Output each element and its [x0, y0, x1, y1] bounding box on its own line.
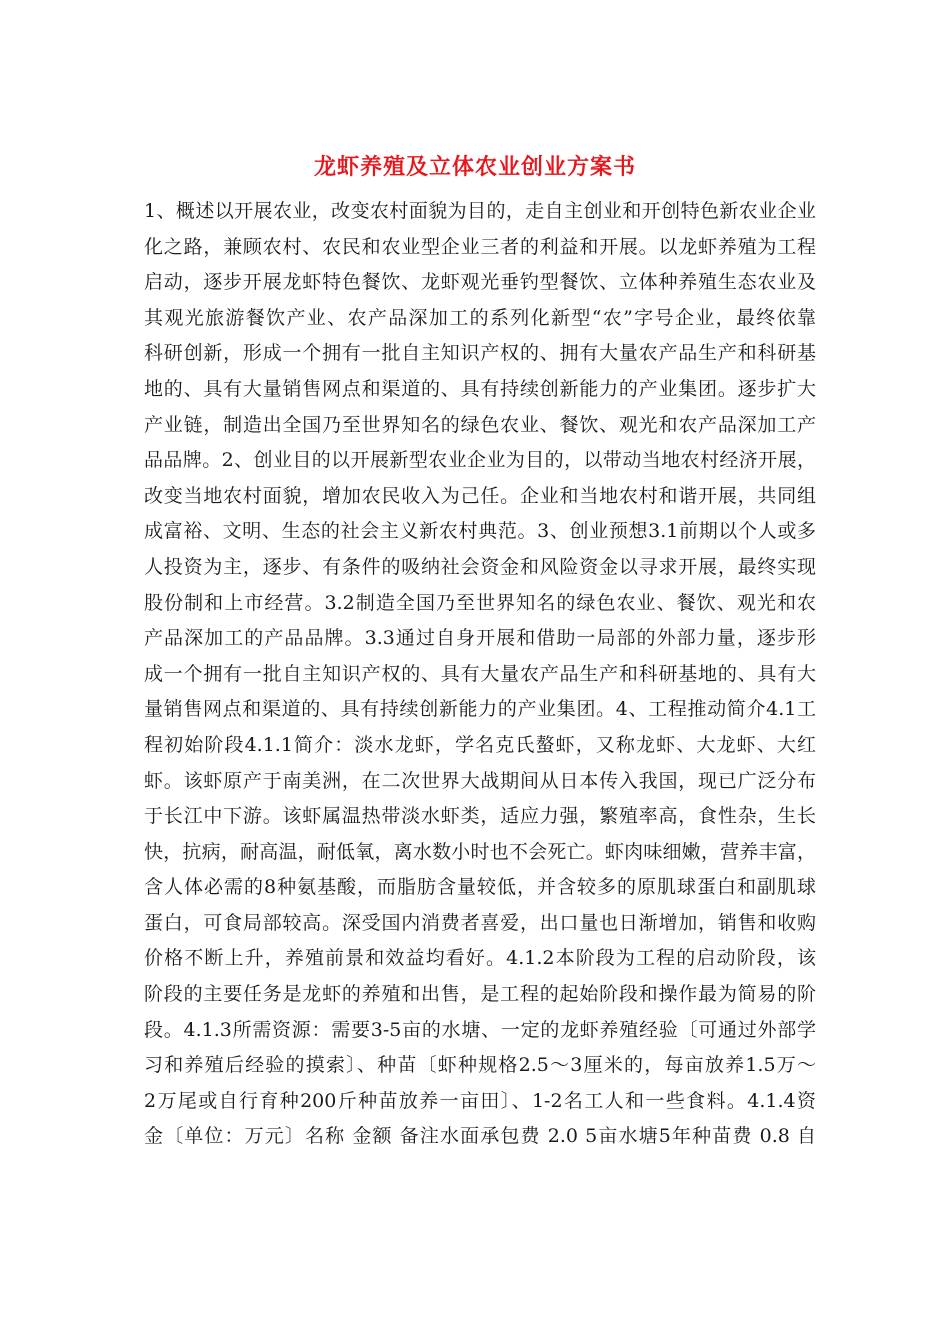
paragraph-line: 2万尾或自行育种200斤种苗放养一亩田〕、1-2名工人和一些食料。4.1.4资 — [144, 1089, 816, 1112]
paragraph-line: 虾。该虾原产于南美洲，在二次世界大战期间从日本传入我国，现已广泛分布 — [144, 769, 816, 792]
paragraph-line: 产业链，制造出全国乃至世界知名的绿色农业、餐饮、观光和农产品深加工产 — [144, 413, 816, 436]
paragraph-line: 股份制和上市经营。3.2制造全国乃至世界知名的绿色农业、餐饮、观光和农 — [144, 591, 816, 614]
paragraph-line: 成一个拥有一批自主知识产权的、具有大量农产品生产和科研基地的、具有大 — [144, 662, 816, 685]
document-body — [144, 194, 816, 1155]
paragraph-line: 启动，逐步开展龙虾特色餐饮、龙虾观光垂钓型餐饮、立体种养殖生态农业及 — [144, 271, 816, 294]
paragraph-line: 金〔单位：万元〕名称 金额 备注水面承包费 2.0 5亩水塘5年种苗费 0.8 自 — [144, 1125, 816, 1148]
paragraph-line: 其观光旅游餐饮产业、农产品深加工的系列化新型“农”字号企业，最终依靠 — [144, 306, 816, 329]
document-title: 龙虾养殖及立体农业创业方案书 — [313, 155, 636, 180]
paragraph-line: 地的、具有大量销售网点和渠道的、具有持续创新能力的产业集团。逐步扩大 — [144, 377, 816, 400]
paragraph-line: 品品牌。2、创业目的以开展新型农业企业为目的，以带动当地农村经济开展， — [144, 449, 816, 472]
paragraph-line: 含人体必需的8种氨基酸，而脂肪含量较低，并含较多的原肌球蛋白和副肌球 — [144, 876, 816, 899]
paragraph-line: 成富裕、文明、生态的社会主义新农村典范。3、创业预想3.1前期以个人或多 — [144, 520, 816, 543]
paragraph-line: 化之路，兼顾农村、农民和农业型企业三者的利益和开展。以龙虾养殖为工程 — [144, 235, 816, 258]
paragraph-line: 蛋白，可食局部较高。深受国内消费者喜爱，出口量也日渐增加，销售和收购 — [144, 911, 816, 934]
paragraph-line: 产品深加工的产品品牌。3.3通过自身开展和借助一局部的外部力量，逐步形 — [144, 627, 816, 650]
paragraph-line: 1、概述以开展农业，改变农村面貌为目的，走自主创业和开创特色新农业企业 — [144, 200, 816, 222]
paragraph-line: 习和养殖后经验的摸索〕、种苗〔虾种规格2.5～3厘米的，每亩放养1.5万～ — [144, 1054, 816, 1077]
paragraph-line: 段。4.1.3所需资源：需要3-5亩的水塘、一定的龙虾养殖经验〔可通过外部学 — [144, 1018, 816, 1041]
paragraph-line: 阶段的主要任务是龙虾的养殖和出售，是工程的起始阶段和操作最为简易的阶 — [144, 983, 816, 1006]
paragraph-line: 人投资为主，逐步、有条件的吸纳社会资金和风险资金以寻求开展，最终实现 — [144, 555, 816, 578]
paragraph-line: 价格不断上升，养殖前景和效益均看好。4.1.2本阶段为工程的启动阶段，该 — [144, 947, 816, 970]
paragraph-line: 程初始阶段4.1.1简介：淡水龙虾，学名克氏螯虾，又称龙虾、大龙虾、大红 — [144, 733, 816, 756]
paragraph-line: 快，抗病，耐高温，耐低氧，离水数小时也不会死亡。虾肉味细嫩，营养丰富， — [144, 840, 816, 863]
paragraph-line: 量销售网点和渠道的、具有持续创新能力的产业集团。4、工程推动简介4.1工 — [144, 698, 816, 721]
paragraph-line: 于长江中下游。该虾属温热带淡水虾类，适应力强，繁殖率高，食性杂，生长 — [144, 805, 816, 828]
paragraph-line: 科研创新，形成一个拥有一批自主知识产权的、拥有大量农产品生产和科研基 — [144, 342, 816, 365]
paragraph-line: 改变当地农村面貌，增加农民收入为己任。企业和当地农村和谐开展，共同组 — [144, 484, 816, 507]
